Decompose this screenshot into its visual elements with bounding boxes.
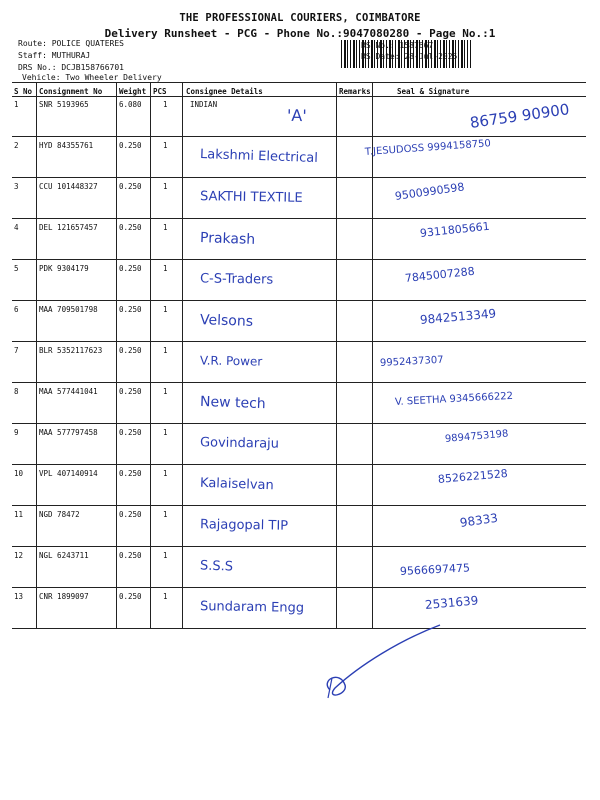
row-consignment-no: HYD 84355761: [39, 141, 94, 150]
row-consignee-print: INDIAN: [190, 100, 218, 109]
row-consignment-no: MAA 709501798: [39, 305, 98, 314]
col-weight: Weight: [119, 87, 147, 96]
row-signature: 9500990598: [394, 180, 466, 203]
row-consignee-handwritten: C-S-Traders: [199, 271, 274, 288]
row-pcs: 1: [163, 305, 168, 314]
rs-number: RS No.: 1587667: [361, 41, 434, 50]
col-seal: Seal & Signature: [397, 87, 470, 96]
row-pcs: 1: [163, 428, 168, 437]
col-remarks: Remarks: [339, 87, 371, 96]
col-consignment: Consignment No: [39, 87, 103, 96]
row-pcs: 1: [163, 182, 168, 191]
row-sno: 1: [14, 100, 19, 109]
table-row: [12, 506, 586, 547]
company-title: THE PROFESSIONAL COURIERS, COIMBATORE: [179, 12, 421, 24]
row-pcs: 1: [163, 551, 168, 560]
row-weight: 0.250: [119, 551, 142, 560]
row-weight: 0.250: [119, 141, 142, 150]
row-sno: 2: [14, 141, 19, 150]
row-pcs: 1: [163, 469, 168, 478]
row-pcs: 1: [163, 346, 168, 355]
table-row: [12, 588, 586, 629]
row-sno: 3: [14, 182, 19, 191]
row-sno: 6: [14, 305, 19, 314]
table-row: [12, 383, 586, 424]
table-row: [12, 96, 586, 137]
row-pcs: 1: [163, 223, 168, 232]
route-label: Route: POLICE QUATERES: [18, 39, 124, 48]
row-weight: 0.250: [119, 428, 142, 437]
row-signature: 9952437307: [379, 354, 444, 369]
table-row: [12, 424, 586, 465]
row-weight: 0.250: [119, 592, 142, 601]
row-weight: 0.250: [119, 387, 142, 396]
row-pcs: 1: [163, 264, 168, 273]
col-sno: S No: [14, 87, 33, 96]
row-weight: 0.250: [119, 469, 142, 478]
row-sno: 13: [14, 592, 24, 601]
row-consignee-handwritten: New tech: [199, 393, 266, 413]
row-weight: 0.250: [119, 510, 142, 519]
row-consignee-handwritten: SAKTHI TEXTILE: [199, 189, 303, 206]
table-row: [12, 137, 586, 178]
row-signature: 86759 90900: [468, 100, 571, 132]
row-signature: 9566697475: [399, 561, 471, 578]
row-consignee-handwritten: Prakash: [199, 230, 256, 248]
table-row: [12, 178, 586, 219]
row-consignee-handwritten: V.R. Power: [199, 353, 263, 369]
table-row: [12, 547, 586, 588]
row-consignment-no: SNR 5193965: [39, 100, 89, 109]
vehicle-label: Vehicle: Two Wheeler Delivery: [22, 73, 162, 82]
row-weight: 0.250: [119, 182, 142, 191]
row-weight: 0.250: [119, 305, 142, 314]
table-row: [12, 301, 586, 342]
row-consignment-no: MAA 577797458: [39, 428, 98, 437]
row-consignee-handwritten: Velsons: [199, 312, 254, 330]
row-consignment-no: CCU 101448327: [39, 182, 98, 191]
table-row: [12, 260, 586, 301]
row-consignee-handwritten: Rajagopal TIP: [199, 517, 289, 534]
row-sno: 9: [14, 428, 19, 437]
row-signature: 9311805661: [419, 219, 491, 240]
row-sno: 5: [14, 264, 19, 273]
row-pcs: 1: [163, 387, 168, 396]
row-consignment-no: NGD 78472: [39, 510, 80, 519]
table-row: [12, 219, 586, 260]
row-signature: 9842513349: [419, 306, 497, 327]
row-signature: 98333: [459, 510, 499, 530]
row-weight: 0.250: [119, 223, 142, 232]
row-signature: V. SEETHA 9345666222: [394, 390, 514, 408]
row-pcs: 1: [163, 100, 168, 109]
row-consignment-no: NGL 6243711: [39, 551, 89, 560]
row-sno: 11: [14, 510, 24, 519]
runsheet-title: Delivery Runsheet - PCG - Phone No.:9047080280 - Page No.:1: [104, 27, 496, 40]
row-weight: 6.080: [119, 100, 142, 109]
staff-label: Staff: MUTHURAJ: [18, 51, 91, 60]
col-consignee: Consignee Details: [186, 87, 263, 96]
row-sno: 12: [14, 551, 24, 560]
row-signature: 8526221528: [437, 466, 509, 486]
row-weight: 0.250: [119, 346, 142, 355]
row-consignment-no: VPL 407140914: [39, 469, 98, 478]
row-consignment-no: DEL 121657457: [39, 223, 98, 232]
row-consignee-handwritten: Kalaiselvan: [199, 475, 274, 494]
row-sno: 8: [14, 387, 19, 396]
row-consignment-no: BLR 5352117623: [39, 346, 103, 355]
row-pcs: 1: [163, 592, 168, 601]
row-consignee-handwritten: 'A': [286, 105, 307, 126]
drs-label: DRS No.: DCJB158766701: [18, 63, 124, 72]
row-signature: 2531639: [424, 593, 479, 612]
table-row: [12, 342, 586, 383]
row-consignment-no: MAA 577441041: [39, 387, 98, 396]
row-consignment-no: PDK 9304179: [39, 264, 89, 273]
row-consignee-handwritten: Lakshmi Electrical: [199, 146, 319, 167]
rs-date: RS Date: 28-Jul-2025: [361, 52, 458, 61]
row-sno: 7: [14, 346, 19, 355]
row-signature: 9894753198: [444, 428, 509, 445]
row-sno: 4: [14, 223, 19, 232]
col-pcs: PCS: [153, 87, 167, 96]
row-consignee-handwritten: Sundaram Engg: [199, 599, 305, 616]
row-signature: 7845007288: [404, 264, 476, 285]
row-consignee-handwritten: S.S.S: [199, 558, 234, 575]
table-row: [12, 465, 586, 506]
signature-scribble: [310, 620, 450, 710]
row-sno: 10: [14, 469, 24, 478]
row-signature: T.JESUDOSS 9994158750: [364, 138, 492, 158]
row-consignment-no: CNR 1899097: [39, 592, 89, 601]
row-consignee-handwritten: Govindaraju: [199, 435, 280, 452]
runsheet-table: [12, 82, 586, 628]
row-weight: 0.250: [119, 264, 142, 273]
row-pcs: 1: [163, 510, 168, 519]
row-pcs: 1: [163, 141, 168, 150]
